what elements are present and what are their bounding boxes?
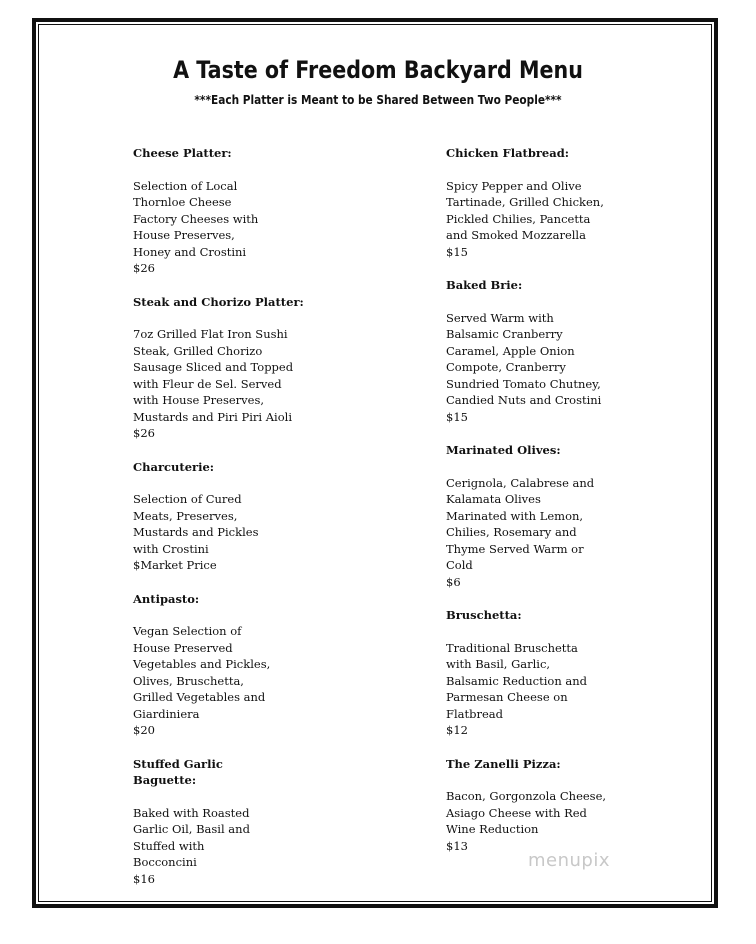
- menu-item: [446, 607, 646, 739]
- menu-column-right: [446, 145, 646, 871]
- menu-item-price: $26: [133, 261, 155, 275]
- menu-item: [133, 294, 328, 442]
- menu-item: [446, 277, 646, 425]
- menu-item-price: $16: [133, 871, 155, 886]
- menu-item-price: $6: [446, 574, 461, 589]
- menu-item: [133, 459, 328, 574]
- menu-item-price: $Market Price: [133, 558, 217, 572]
- menu-item-price: $20: [133, 723, 155, 737]
- menu-item-name: Steak and Chorizo Platter:: [133, 294, 304, 309]
- menu-item-description: Served Warm with Balsamic Cranberry Caramel, Apple Onion Compote, Cranberry Sundried Tomato Chutney, Candied Nuts and Crostini: [446, 310, 602, 407]
- menu-item: [133, 756, 328, 888]
- menu-item: [446, 756, 646, 855]
- menu-item-price: $13: [446, 838, 468, 853]
- menu-item-name: The Zanelli Pizza:: [446, 756, 561, 771]
- menu-item-description: Traditional Bruschetta with Basil, Garlic, Balsamic Reduction and Parmesan Cheese on Flatbread: [446, 640, 588, 721]
- menu-item-name: Marinated Olives:: [446, 443, 561, 457]
- menu-item: [133, 145, 328, 277]
- menu-item-name: Baked Brie:: [446, 278, 523, 292]
- menu-item-description: 7oz Grilled Flat Iron Sushi Steak, Grilled Chorizo Sausage Sliced and Topped with Fleur de Sel. Served with House Preserves, Mustards and Piri Piri Aioli: [133, 327, 294, 424]
- menu-item-price: $15: [446, 409, 468, 424]
- menu-item-description: Spicy Pepper and Olive Tartinade, Grilled Chicken, Pickled Chilies, Pancetta and Smoked Mozzarella: [446, 178, 604, 242]
- menu-item-description: Selection of Cured Meats, Preserves, Mustards and Pickles with Crostini: [133, 492, 259, 556]
- watermark-logo: menupix: [528, 850, 611, 871]
- menu-subtitle: ***Each Platter is Meant to be Shared Between Two People***: [194, 93, 562, 107]
- menu-item-description: Baked with Roasted Garlic Oil, Basil and Stuffed with Bocconcini: [133, 805, 250, 869]
- menu-item-description: Bacon, Gorgonzola Cheese, Asiago Cheese with Red Wine Reduction: [446, 789, 607, 836]
- menu-item: [446, 145, 646, 260]
- menu-item: [446, 442, 646, 590]
- menu-item-name: Charcuterie:: [133, 459, 215, 474]
- menu-item-name: Cheese Platter:: [133, 146, 232, 160]
- menu-title: A Taste of Freedom Backyard Menu: [173, 56, 583, 84]
- menu-item-description: Vegan Selection of House Preserved Vegetables and Pickles, Olives, Bruschetta, Grilled Vegetables and Giardiniera: [133, 624, 271, 721]
- menu-item-name: Antipasto:: [133, 591, 200, 606]
- menu-item-price: $15: [446, 244, 468, 259]
- menu-item-price: $26: [133, 426, 155, 440]
- menu-item: [133, 591, 328, 739]
- menu-item-description: Selection of Local Thornloe Cheese Factory Cheeses with House Preserves, Honey and Crostini: [133, 178, 259, 259]
- menu-item-name: Stuffed Garlic Baguette:: [133, 756, 223, 787]
- menu-item-description: Cerignola, Calabrese and Kalamata Olives Marinated with Lemon, Chilies, Rosemary and Thyme Served Warm or Cold: [446, 475, 595, 572]
- menu-item-price: $12: [446, 723, 468, 737]
- menu-item-name: Bruschetta:: [446, 608, 522, 622]
- menu-column-left: [133, 145, 328, 904]
- menu-item-name: Chicken Flatbread:: [446, 146, 569, 160]
